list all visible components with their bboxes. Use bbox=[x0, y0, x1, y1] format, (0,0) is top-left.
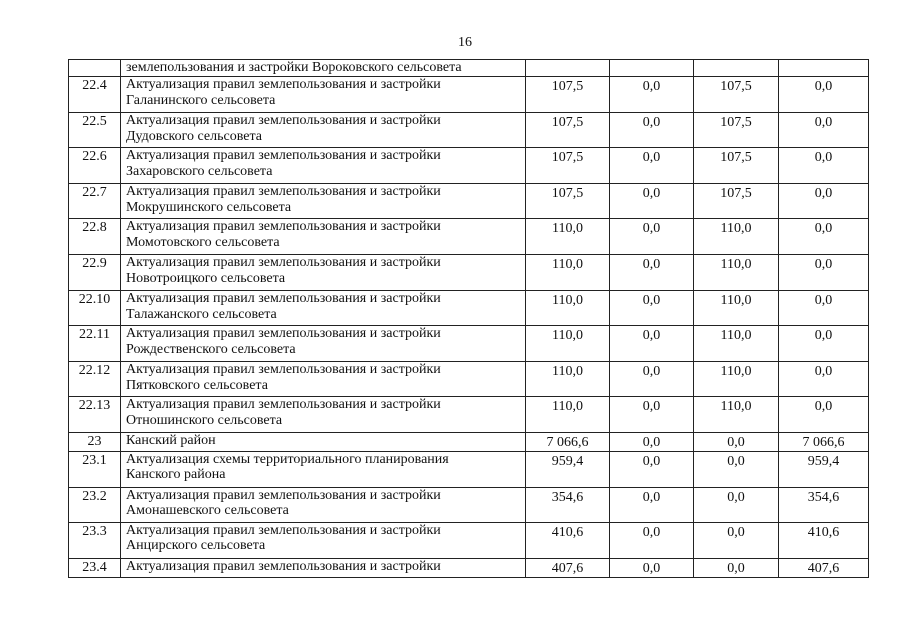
row-number: 22.13 bbox=[69, 397, 121, 433]
amount-cell: 110,0 bbox=[694, 255, 779, 291]
description-line: Актуализация правил землепользования и застройки bbox=[126, 113, 441, 128]
amount-cell bbox=[526, 60, 610, 77]
amount-cell: 0,0 bbox=[610, 219, 694, 255]
amount-cell: 354,6 bbox=[779, 487, 869, 522]
amount-cell: 0,0 bbox=[779, 291, 869, 326]
table-row bbox=[69, 113, 869, 148]
table-row bbox=[69, 433, 869, 452]
amount-cell bbox=[694, 60, 779, 77]
amount-cell: 110,0 bbox=[526, 397, 610, 433]
row-number: 22.10 bbox=[69, 291, 121, 326]
amount-cell: 7 066,6 bbox=[526, 433, 610, 452]
amount-cell: 107,5 bbox=[526, 113, 610, 148]
amount-cell: 0,0 bbox=[779, 326, 869, 362]
description-line: Актуализация правил землепользования и застройки bbox=[126, 397, 441, 412]
amount-cell: 0,0 bbox=[779, 184, 869, 219]
description-line: Анцирского сельсовета bbox=[126, 538, 266, 553]
description-line: Мокрушинского сельсовета bbox=[126, 199, 292, 215]
amount-cell: 959,4 bbox=[779, 451, 869, 487]
amount-cell: 407,6 bbox=[526, 558, 610, 577]
amount-cell: 0,0 bbox=[779, 77, 869, 113]
row-description bbox=[121, 558, 526, 577]
amount-cell bbox=[610, 60, 694, 77]
row-number: 22.6 bbox=[69, 148, 121, 184]
budget-table bbox=[68, 59, 869, 578]
amount-cell: 110,0 bbox=[694, 291, 779, 326]
row-description bbox=[121, 326, 526, 362]
amount-cell: 0,0 bbox=[610, 255, 694, 291]
table-row bbox=[69, 522, 869, 558]
amount-cell: 107,5 bbox=[694, 184, 779, 219]
amount-cell: 0,0 bbox=[694, 558, 779, 577]
description-line: Канского района bbox=[126, 467, 226, 482]
table-row bbox=[69, 487, 869, 522]
table-row bbox=[69, 451, 869, 487]
table-row bbox=[69, 77, 869, 113]
description-line: Актуализация правил землепользования и застройки bbox=[126, 148, 441, 163]
amount-cell: 110,0 bbox=[694, 362, 779, 397]
amount-cell: 354,6 bbox=[526, 487, 610, 522]
description-line: Дудовского сельсовета bbox=[126, 128, 262, 144]
amount-cell: 0,0 bbox=[610, 113, 694, 148]
row-description bbox=[121, 451, 526, 487]
description-line: Актуализация правил землепользования и застройки bbox=[126, 522, 441, 538]
amount-cell: 0,0 bbox=[694, 433, 779, 452]
description-line: Новотроицкого сельсовета bbox=[126, 270, 286, 286]
table-row bbox=[69, 291, 869, 326]
amount-cell: 0,0 bbox=[694, 522, 779, 558]
description-line: землепользования и застройки Вороковского сельсовета bbox=[126, 60, 462, 75]
amount-cell: 410,6 bbox=[779, 522, 869, 558]
description-line: Момотовского сельсовета bbox=[126, 234, 280, 250]
row-number: 22.12 bbox=[69, 362, 121, 397]
amount-cell: 7 066,6 bbox=[779, 433, 869, 452]
row-description bbox=[121, 291, 526, 326]
row-description bbox=[121, 433, 526, 452]
amount-cell: 0,0 bbox=[610, 558, 694, 577]
description-line: Актуализация правил землепользования и застройки bbox=[126, 558, 441, 574]
amount-cell: 107,5 bbox=[526, 184, 610, 219]
description-line: Актуализация правил землепользования и застройки bbox=[126, 326, 441, 341]
amount-cell: 107,5 bbox=[526, 148, 610, 184]
amount-cell: 0,0 bbox=[610, 433, 694, 452]
row-number: 23.1 bbox=[69, 451, 121, 487]
amount-cell: 0,0 bbox=[610, 184, 694, 219]
amount-cell: 0,0 bbox=[610, 487, 694, 522]
amount-cell: 110,0 bbox=[694, 326, 779, 362]
amount-cell: 0,0 bbox=[610, 326, 694, 362]
description-line: Актуализация правил землепользования и застройки bbox=[126, 219, 441, 234]
description-line: Талажанского сельсовета bbox=[126, 306, 277, 322]
amount-cell: 0,0 bbox=[610, 291, 694, 326]
row-description bbox=[121, 77, 526, 113]
row-description bbox=[121, 148, 526, 184]
table-row bbox=[69, 397, 869, 433]
row-number: 22.9 bbox=[69, 255, 121, 291]
row-number: 22.5 bbox=[69, 113, 121, 148]
amount-cell: 107,5 bbox=[526, 77, 610, 113]
table-row bbox=[69, 362, 869, 397]
amount-cell: 0,0 bbox=[610, 362, 694, 397]
row-description bbox=[121, 397, 526, 433]
table-row bbox=[69, 558, 869, 577]
row-description bbox=[121, 60, 526, 77]
amount-cell: 110,0 bbox=[526, 291, 610, 326]
amount-cell: 107,5 bbox=[694, 113, 779, 148]
description-line: Канский район bbox=[126, 433, 216, 448]
amount-cell: 0,0 bbox=[779, 219, 869, 255]
amount-cell: 0,0 bbox=[610, 397, 694, 433]
row-number bbox=[69, 60, 121, 77]
description-line: Актуализация схемы территориального планирования bbox=[126, 451, 449, 467]
table-row bbox=[69, 326, 869, 362]
description-line: Актуализация правил землепользования и застройки bbox=[126, 487, 441, 503]
amount-cell: 110,0 bbox=[526, 219, 610, 255]
amount-cell: 110,0 bbox=[526, 326, 610, 362]
description-line: Актуализация правил землепользования и застройки bbox=[126, 291, 441, 306]
table-row bbox=[69, 255, 869, 291]
description-line: Отношинского сельсовета bbox=[126, 412, 283, 428]
amount-cell: 0,0 bbox=[610, 77, 694, 113]
amount-cell: 407,6 bbox=[779, 558, 869, 577]
row-description bbox=[121, 487, 526, 522]
description-line: Пятковского сельсовета bbox=[126, 377, 268, 393]
row-number: 22.7 bbox=[69, 184, 121, 219]
amount-cell: 110,0 bbox=[526, 255, 610, 291]
description-line: Амонашевского сельсовета bbox=[126, 503, 289, 518]
amount-cell: 0,0 bbox=[610, 522, 694, 558]
description-line: Актуализация правил землепользования и застройки bbox=[126, 255, 441, 270]
row-number: 22.8 bbox=[69, 219, 121, 255]
amount-cell: 0,0 bbox=[779, 255, 869, 291]
amount-cell: 959,4 bbox=[526, 451, 610, 487]
amount-cell: 0,0 bbox=[610, 148, 694, 184]
amount-cell: 110,0 bbox=[694, 219, 779, 255]
description-line: Актуализация правил землепользования и застройки bbox=[126, 184, 441, 199]
description-line: Актуализация правил землепользования и застройки bbox=[126, 77, 441, 92]
row-description bbox=[121, 219, 526, 255]
description-line: Актуализация правил землепользования и застройки bbox=[126, 362, 441, 377]
amount-cell: 0,0 bbox=[779, 397, 869, 433]
row-number: 23 bbox=[69, 433, 121, 452]
table-row bbox=[69, 184, 869, 219]
amount-cell: 0,0 bbox=[779, 148, 869, 184]
table-row bbox=[69, 60, 869, 77]
amount-cell: 110,0 bbox=[526, 362, 610, 397]
row-number: 22.4 bbox=[69, 77, 121, 113]
row-description bbox=[121, 184, 526, 219]
amount-cell: 107,5 bbox=[694, 77, 779, 113]
page-number: 16 bbox=[458, 35, 472, 50]
description-line: Галанинского сельсовета bbox=[126, 92, 276, 108]
table-row bbox=[69, 219, 869, 255]
row-description bbox=[121, 522, 526, 558]
amount-cell: 110,0 bbox=[694, 397, 779, 433]
amount-cell: 107,5 bbox=[694, 148, 779, 184]
description-line: Рождественского сельсовета bbox=[126, 341, 296, 357]
amount-cell: 0,0 bbox=[694, 451, 779, 487]
row-number: 23.2 bbox=[69, 487, 121, 522]
amount-cell bbox=[779, 60, 869, 77]
amount-cell: 0,0 bbox=[694, 487, 779, 522]
table-row bbox=[69, 148, 869, 184]
row-number: 23.3 bbox=[69, 522, 121, 558]
row-description bbox=[121, 113, 526, 148]
row-description bbox=[121, 255, 526, 291]
row-number: 23.4 bbox=[69, 558, 121, 577]
row-description bbox=[121, 362, 526, 397]
row-number: 22.11 bbox=[69, 326, 121, 362]
amount-cell: 0,0 bbox=[779, 113, 869, 148]
description-line: Захаровского сельсовета bbox=[126, 163, 273, 179]
amount-cell: 410,6 bbox=[526, 522, 610, 558]
amount-cell: 0,0 bbox=[610, 451, 694, 487]
amount-cell: 0,0 bbox=[779, 362, 869, 397]
